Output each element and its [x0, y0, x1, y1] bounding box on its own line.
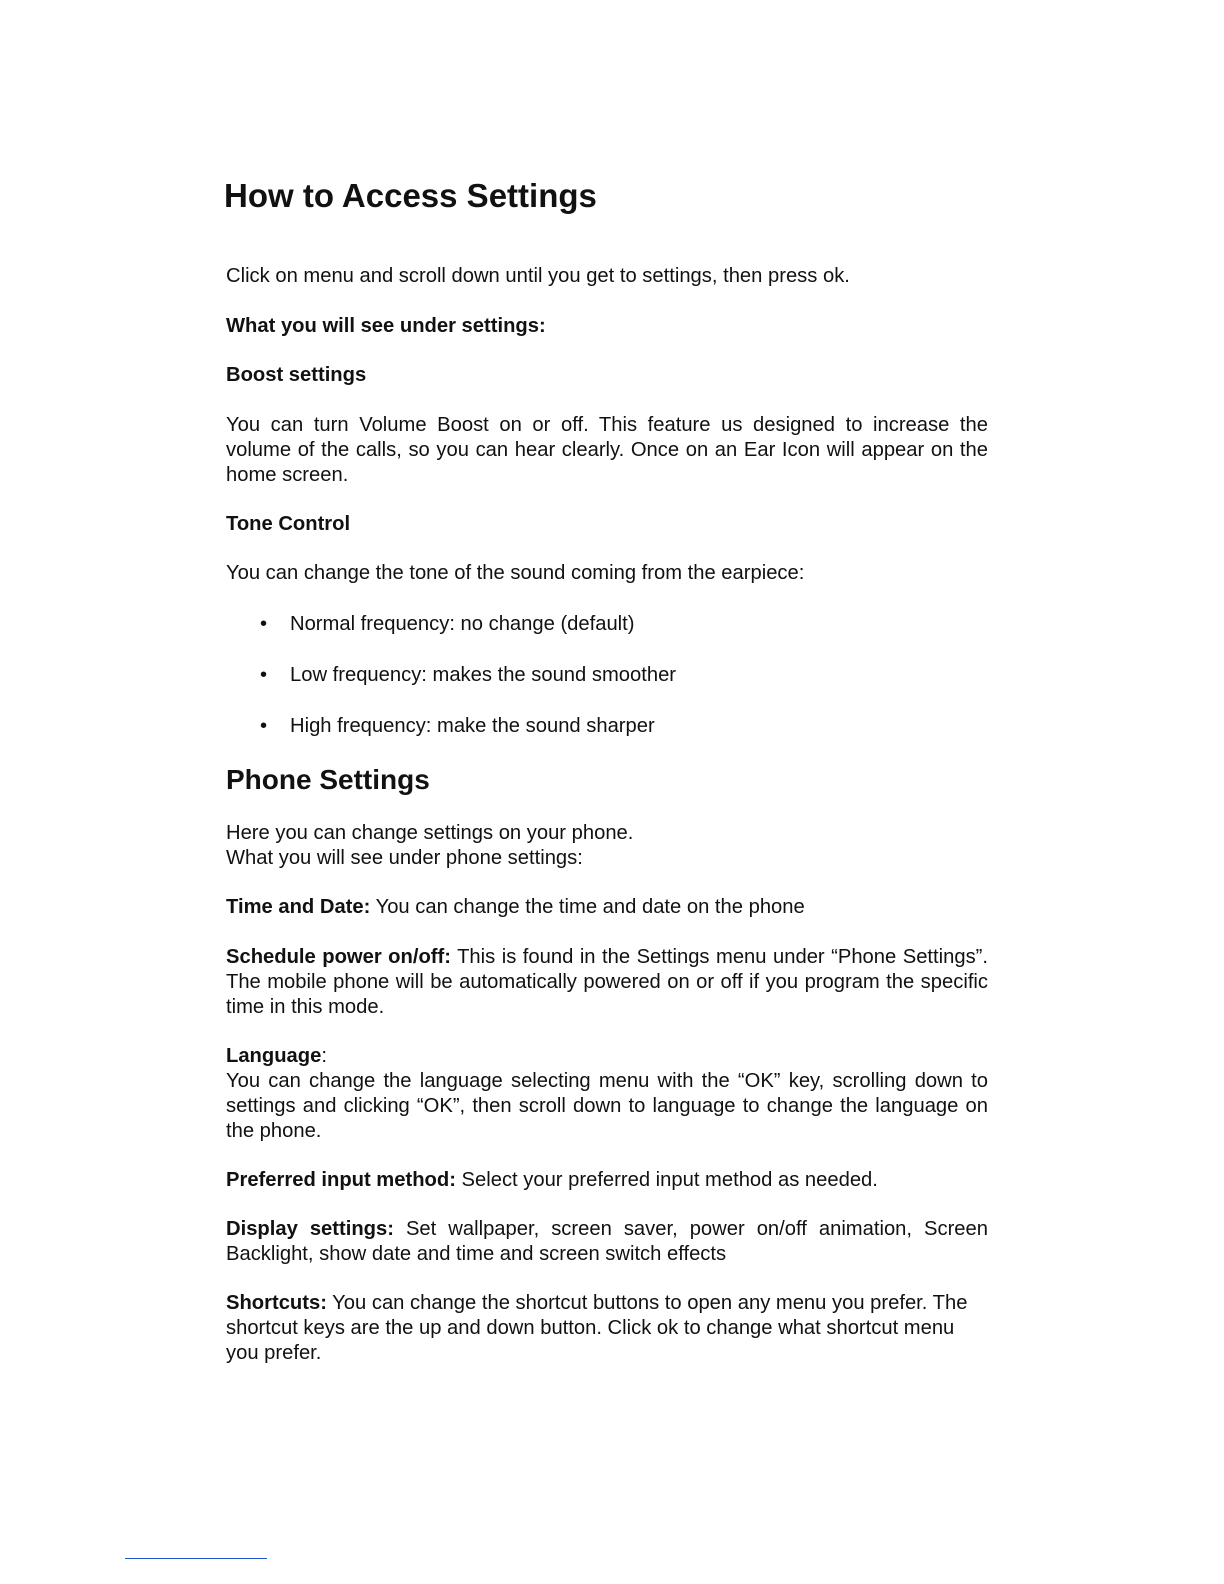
input-method-label: Preferred input method:	[226, 1169, 456, 1191]
input-method-text: Select your preferred input method as needed.	[455, 1169, 878, 1191]
tone-control-intro: You can change the tone of the sound coming from the earpiece:	[226, 562, 805, 584]
time-date-text: You can change the time and date on the phone	[370, 896, 805, 918]
list-item-text: High frequency: make the sound sharper	[290, 715, 655, 737]
language-body: You can change the language selecting menu with the “OK” key, scrolling down to settings and clicking “OK”, then scroll down to language to change the language on the phone.	[226, 1070, 988, 1142]
bullet-icon: •	[260, 613, 268, 635]
boost-settings-body: You can turn Volume Boost on or off. This feature us designed to increase the volume of the calls, so you can hear clearly. Once on an Ear Icon will appear on the home screen.	[226, 414, 988, 486]
language-colon: :	[321, 1045, 327, 1067]
language-heading	[226, 1044, 988, 1069]
schedule-power-label: Schedule power on/off:	[226, 946, 451, 968]
phone-settings-heading: Phone Settings	[226, 764, 430, 795]
page-title: How to Access Settings	[224, 177, 597, 214]
time-date-label: Time and Date:	[226, 896, 371, 918]
phone-settings-intro-2: What you will see under phone settings:	[226, 847, 583, 869]
list-item-text: Low frequency: makes the sound smoother	[290, 664, 677, 686]
language-label: Language	[226, 1045, 322, 1067]
bullet-icon: •	[260, 664, 268, 686]
tone-control-heading: Tone Control	[226, 513, 351, 535]
display-settings-label: Display settings:	[226, 1218, 394, 1240]
schedule-power-text: This is found in the Settings menu under “Phone Settings”. The mobile phone will be automatically powered on or off if you program the specific time in this mode.	[226, 946, 988, 1018]
display-settings-paragraph	[226, 1217, 988, 1267]
footnote-separator	[125, 1558, 267, 1559]
shortcuts-paragraph	[226, 1291, 988, 1366]
shortcuts-text: You can change the shortcut buttons to open any menu you prefer. The shortcut keys are the up and down button. Click ok to change what shortcut menu you prefer.	[226, 1292, 968, 1364]
settings-list-heading: What you will see under settings:	[226, 315, 546, 337]
intro-paragraph: Click on menu and scroll down until you get to settings, then press ok.	[226, 265, 850, 287]
boost-settings-heading: Boost settings	[226, 364, 367, 386]
shortcuts-label: Shortcuts:	[226, 1292, 327, 1314]
schedule-power-paragraph	[226, 945, 988, 1020]
time-date-paragraph	[226, 895, 988, 920]
display-settings-text: Set wallpaper, screen saver, power on/off animation, Screen Backlight, show date and time and screen switch effects	[226, 1218, 988, 1265]
bullet-icon: •	[260, 715, 268, 737]
list-item-text: Normal frequency: no change (default)	[290, 613, 635, 635]
input-method-paragraph	[226, 1168, 988, 1193]
document-page	[226, 0, 988, 1584]
phone-settings-intro-1: Here you can change settings on your phone.	[226, 822, 634, 844]
